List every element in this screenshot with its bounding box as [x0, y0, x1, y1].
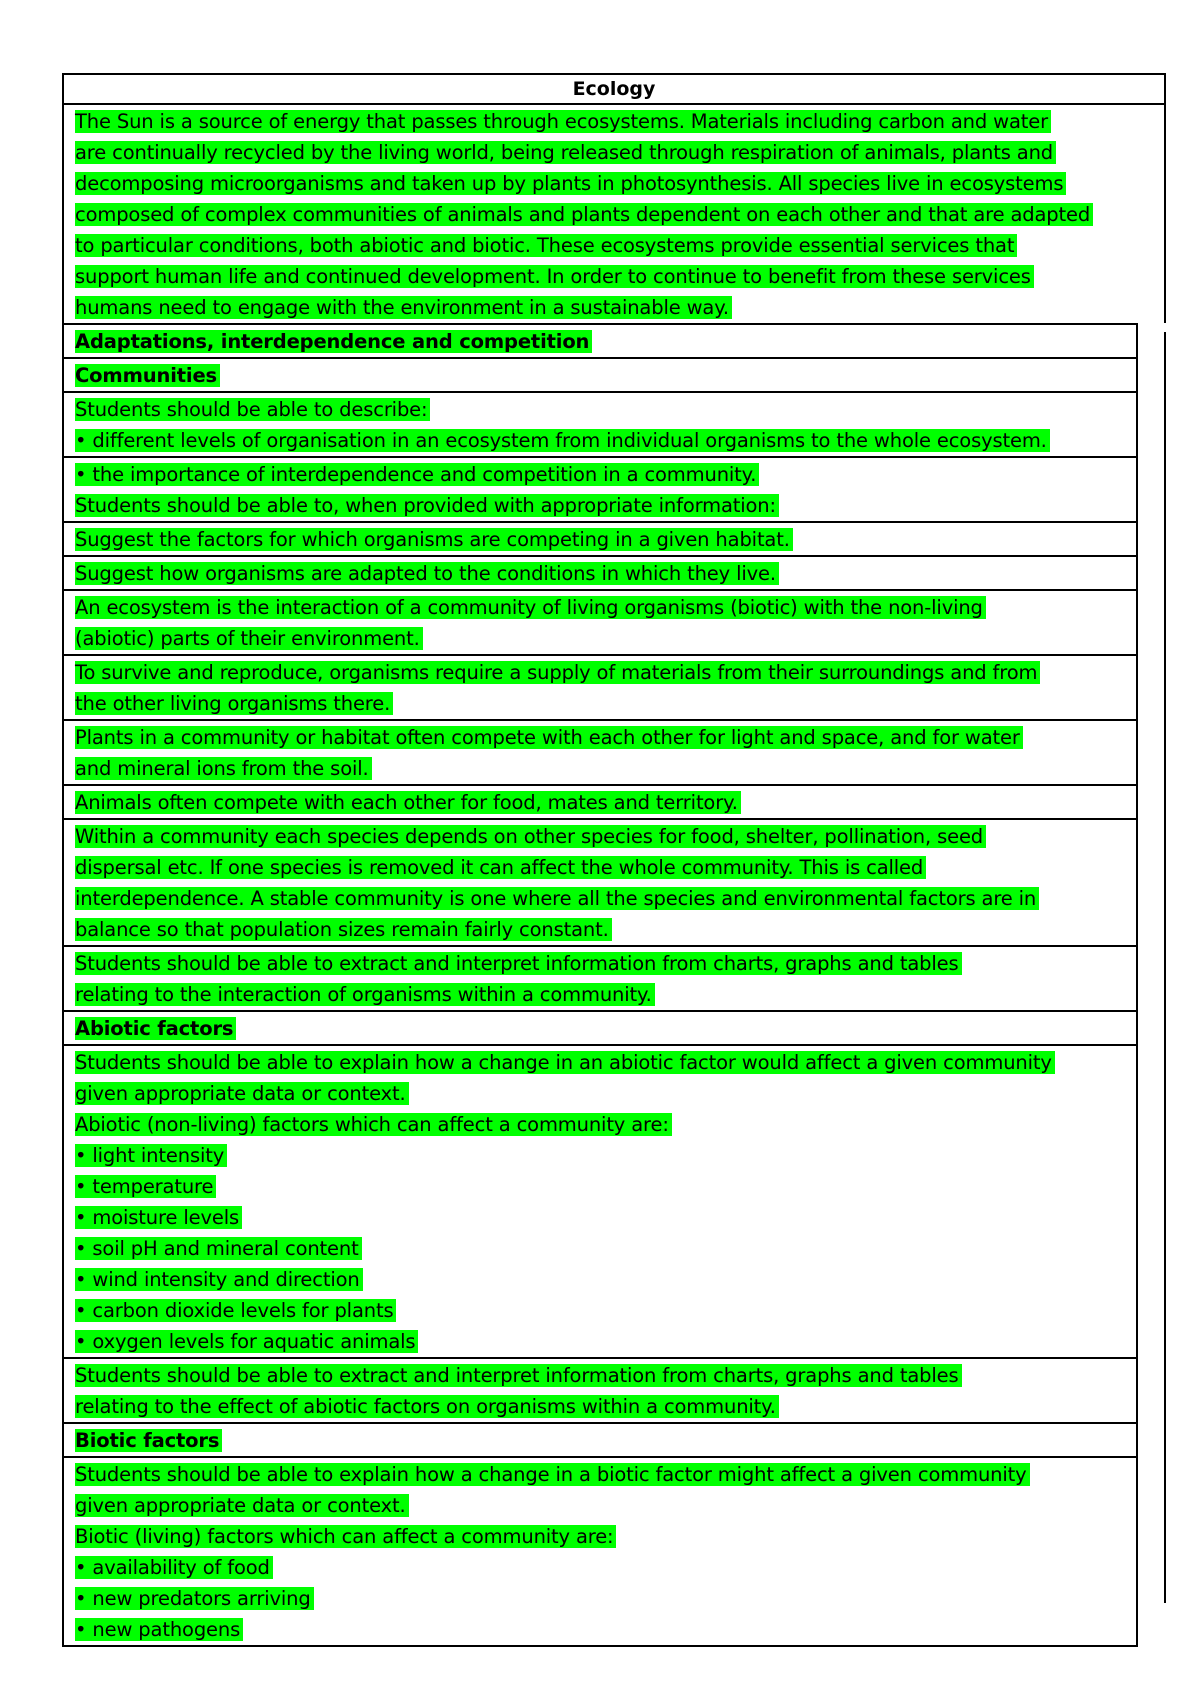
text-line: given appropriate data or context. [75, 1494, 409, 1517]
intro-cell [64, 103, 1166, 323]
text-line: Animals often compete with each other for food, mates and territory. [75, 791, 741, 814]
table-row [64, 555, 1138, 589]
subsection-heading: Abiotic factors [75, 1017, 236, 1040]
table-row [64, 654, 1138, 719]
table-row [64, 818, 1138, 945]
bullet-item: • light intensity [75, 1144, 227, 1167]
table-body [62, 103, 1166, 1647]
bullet-item: • soil pH and mineral content [75, 1237, 362, 1260]
text-line: Suggest how organisms are adapted to the conditions in which they live. [75, 562, 779, 585]
text-line: relating to the effect of abiotic factors on organisms within a community. [75, 1395, 779, 1418]
table-row [64, 391, 1138, 456]
bullet-item: • different levels of organisation in an ecosystem from individual organisms to the whole ecosystem. [75, 429, 1050, 452]
text-line: An ecosystem is the interaction of a community of living organisms (biotic) with the non-living [75, 596, 986, 619]
text-line: Students should be able to explain how a change in a biotic factor might affect a given community [75, 1463, 1030, 1486]
heading-abiotic-row [64, 1010, 1138, 1044]
table-row [64, 945, 1138, 1010]
intro-line: decomposing microorganisms and taken up by plants in photosynthesis. All species live in ecosystems [75, 172, 1066, 195]
spec-table [62, 73, 1166, 1647]
right-gutter-column [1138, 332, 1166, 741]
subsection-heading: Biotic factors [75, 1429, 222, 1452]
text-line: given appropriate data or context. [75, 1082, 409, 1105]
intro-line: are continually recycled by the living world, being released through respiration of animals, plants and [75, 141, 1056, 164]
text-line: interdependence. A stable community is one where all the species and environmental factors are in [75, 887, 1039, 910]
text-line: Abiotic (non-living) factors which can affect a community are: [75, 1113, 672, 1136]
bullet-item: • carbon dioxide levels for plants [75, 1299, 396, 1322]
text-line: Suggest the factors for which organisms are competing in a given habitat. [75, 528, 793, 551]
text-line: Students should be able to extract and interpret information from charts, graphs and tables [75, 1364, 962, 1387]
text-line: Biotic (living) factors which can affect a community are: [75, 1525, 616, 1548]
text-line: relating to the interaction of organisms within a community. [75, 983, 655, 1006]
bullet-item: • the importance of interdependence and competition in a community. [75, 463, 759, 486]
text-line: To survive and reproduce, organisms require a supply of materials from their surroundings and from [75, 661, 1040, 684]
text-line: the other living organisms there. [75, 692, 393, 715]
text-line: and mineral ions from the soil. [75, 757, 372, 780]
text-line: Students should be able to explain how a change in an abiotic factor would affect a given community [75, 1051, 1055, 1074]
table-row [64, 589, 1138, 654]
intro-line: humans need to engage with the environment in a sustainable way. [75, 296, 732, 319]
text-line: Students should be able to describe: [75, 398, 430, 421]
bullet-item: • moisture levels [75, 1206, 242, 1229]
bullet-item: • availability of food [75, 1556, 273, 1579]
text-line: Within a community each species depends on other species for food, shelter, pollination, seed [75, 825, 986, 848]
table-row [64, 784, 1138, 818]
bullet-item: • wind intensity and direction [75, 1268, 363, 1291]
table-title: Ecology [62, 73, 1166, 103]
bullet-item: • oxygen levels for aquatic animals [75, 1330, 418, 1353]
table-row [64, 1357, 1138, 1422]
text-line: Plants in a community or habitat often compete with each other for light and space, and for water [75, 726, 1023, 749]
intro-line: support human life and continued development. In order to continue to benefit from these services [75, 265, 1034, 288]
table-row [64, 719, 1138, 784]
section-heading: Adaptations, interdependence and competition [75, 330, 592, 353]
intro-line: The Sun is a source of energy that passes through ecosystems. Materials including carbon and water [75, 110, 1051, 133]
bullet-item: • new pathogens [75, 1618, 243, 1641]
intro-line: to particular conditions, both abiotic and biotic. These ecosystems provide essential services that [75, 234, 1017, 257]
table-row [64, 521, 1138, 555]
heading-communities-row [64, 357, 1138, 391]
text-line: balance so that population sizes remain fairly constant. [75, 918, 612, 941]
bullet-item: • temperature [75, 1175, 216, 1198]
text-line: Students should be able to extract and interpret information from charts, graphs and tables [75, 952, 962, 975]
subsection-heading: Communities [75, 364, 220, 387]
heading-biotic-row [64, 1422, 1138, 1456]
table-row [64, 1456, 1138, 1647]
intro-line: composed of complex communities of animals and plants dependent on each other and that are adapted [75, 203, 1093, 226]
text-line: dispersal etc. If one species is removed it can affect the whole community. This is called [75, 856, 926, 879]
table-row [64, 1044, 1138, 1357]
heading-adaptations-row [64, 323, 1138, 357]
text-line: (abiotic) parts of their environment. [75, 627, 423, 650]
bullet-item: • new predators arriving [75, 1587, 314, 1610]
text-line: Students should be able to, when provided with appropriate information: [75, 494, 779, 517]
right-gutter-column [1138, 741, 1166, 1603]
table-row [64, 456, 1138, 521]
